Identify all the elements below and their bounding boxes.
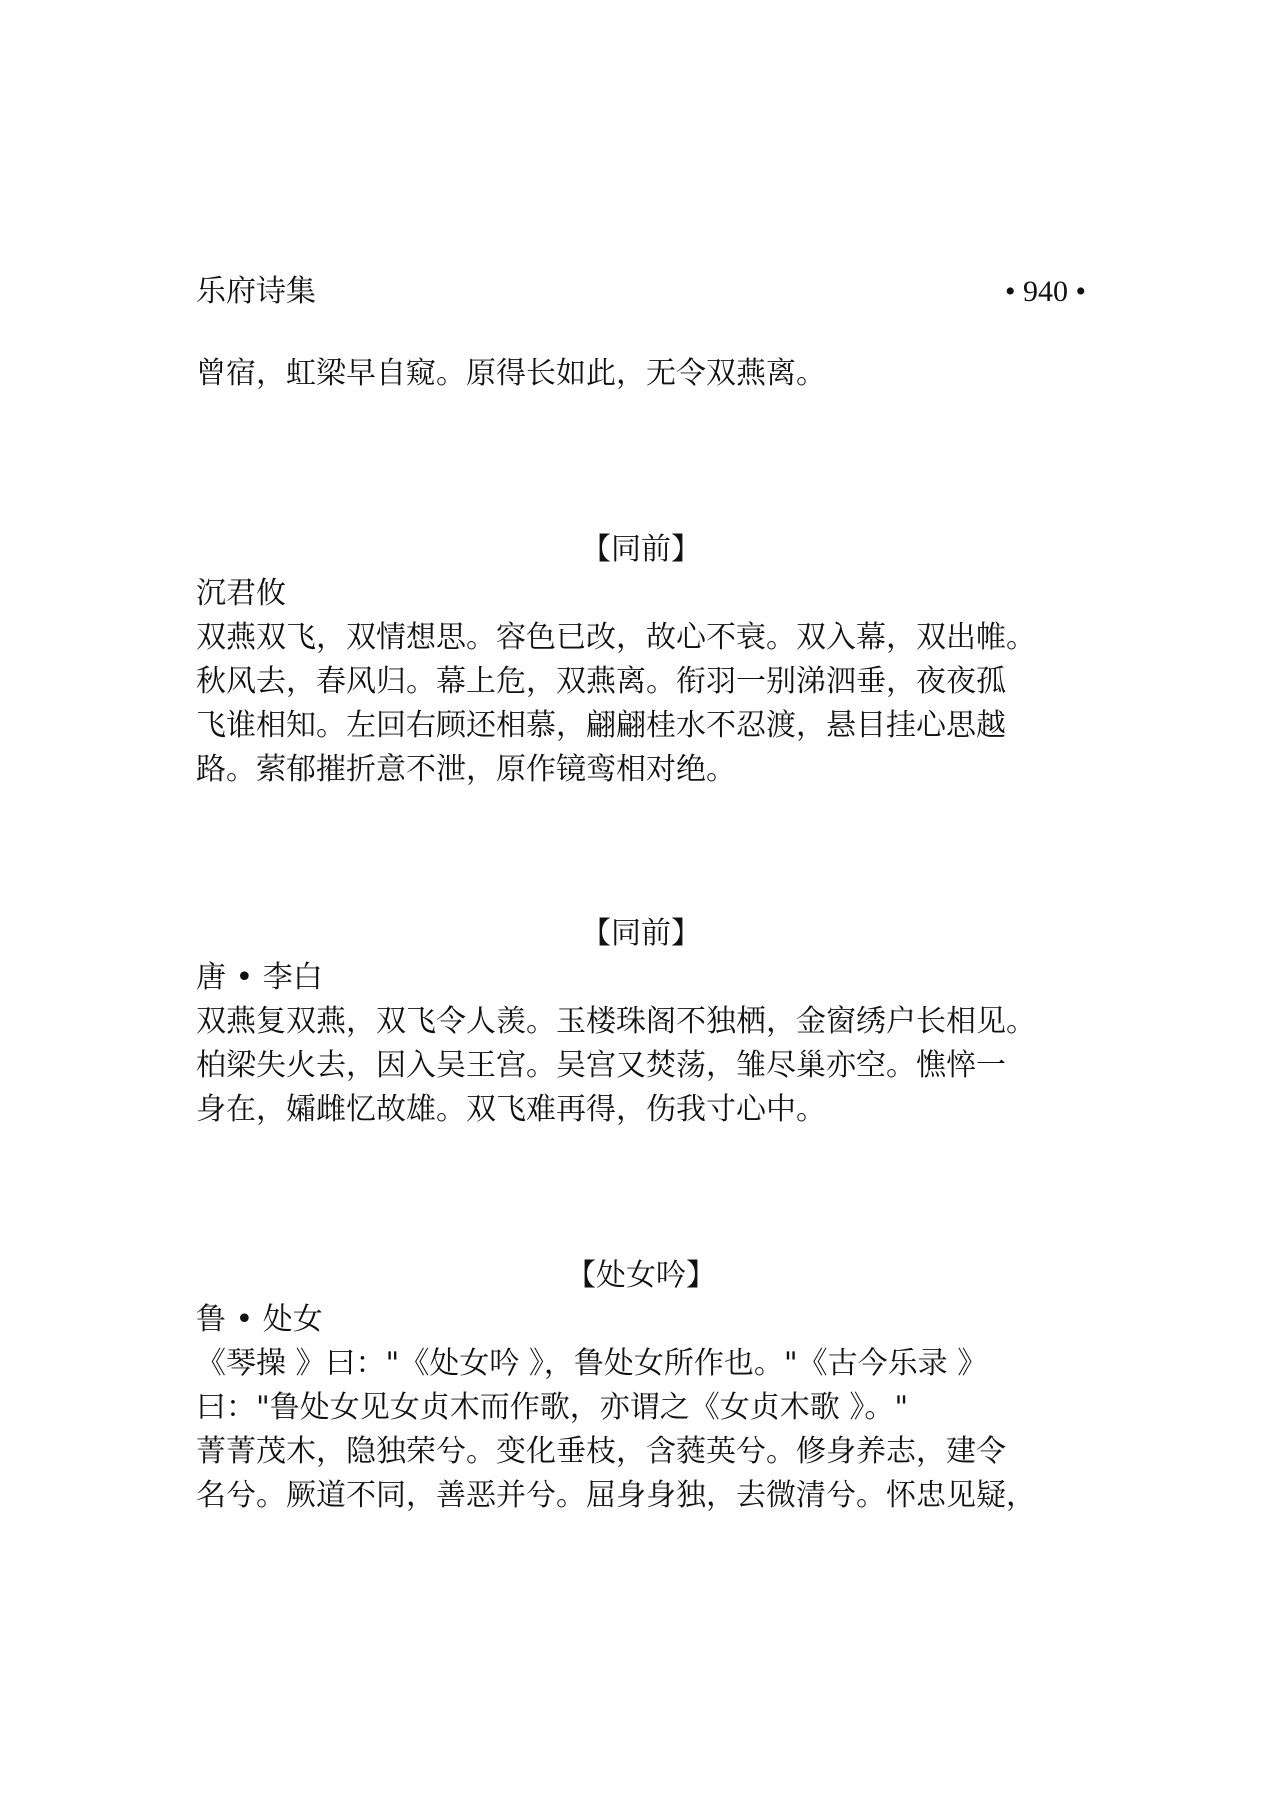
text-line: 柏梁失火去，因入吴王宫。吴宫又焚荡，雏尽巢亦空。憔悴一: [196, 1048, 1006, 1083]
text-line: 身在，孀雌忆故雄。双飞难再得，伤我寸心中。: [196, 1092, 826, 1127]
text-line: 秋风去，春风归。幕上危，双燕离。衔羽一别涕泗垂，夜夜孤: [196, 664, 1006, 699]
section-title: 【处女吟】: [566, 1258, 716, 1293]
text-line: 《琴操 》曰："《处女吟 》，鲁处女所作也。"《古今乐录 》: [196, 1346, 988, 1381]
author-line: 唐 • 李白: [196, 960, 323, 995]
author-line: 沉君攸: [196, 576, 286, 611]
page-header: [196, 270, 1086, 314]
author-line: 鲁 • 处女: [196, 1302, 323, 1337]
text-line: 路。萦郁摧折意不泄，原作镜鸾相对绝。: [196, 752, 736, 787]
text-line: 飞谁相知。左回右顾还相慕，翩翩桂水不忍渡，悬目挂心思越: [196, 708, 1006, 743]
text-line: 双燕双飞，双情想思。容色已改，故心不衰。双入幕，双出帷。: [196, 620, 1036, 655]
section-title: 【同前】: [581, 916, 701, 951]
text-line: 曾宿，虹梁早自窥。原得长如此，无令双燕离。: [196, 356, 826, 391]
page-number: • 940 •: [1004, 275, 1086, 308]
text-line: 曰："鲁处女见女贞木而作歌，亦谓之《女贞木歌 》。": [196, 1390, 909, 1425]
text-line: 双燕复双燕，双飞令人羡。玉楼珠阁不独栖，金窗绣户长相见。: [196, 1004, 1036, 1039]
text-line: 菁菁茂木，隐独荣兮。变化垂枝，含蕤英兮。修身养志，建令: [196, 1434, 1006, 1469]
section-title: 【同前】: [581, 532, 701, 567]
text-line: 名兮。厥道不同，善恶并兮。屈身身独，去微清兮。怀忠见疑，: [196, 1478, 1036, 1513]
book-title: 乐府诗集: [196, 274, 316, 309]
